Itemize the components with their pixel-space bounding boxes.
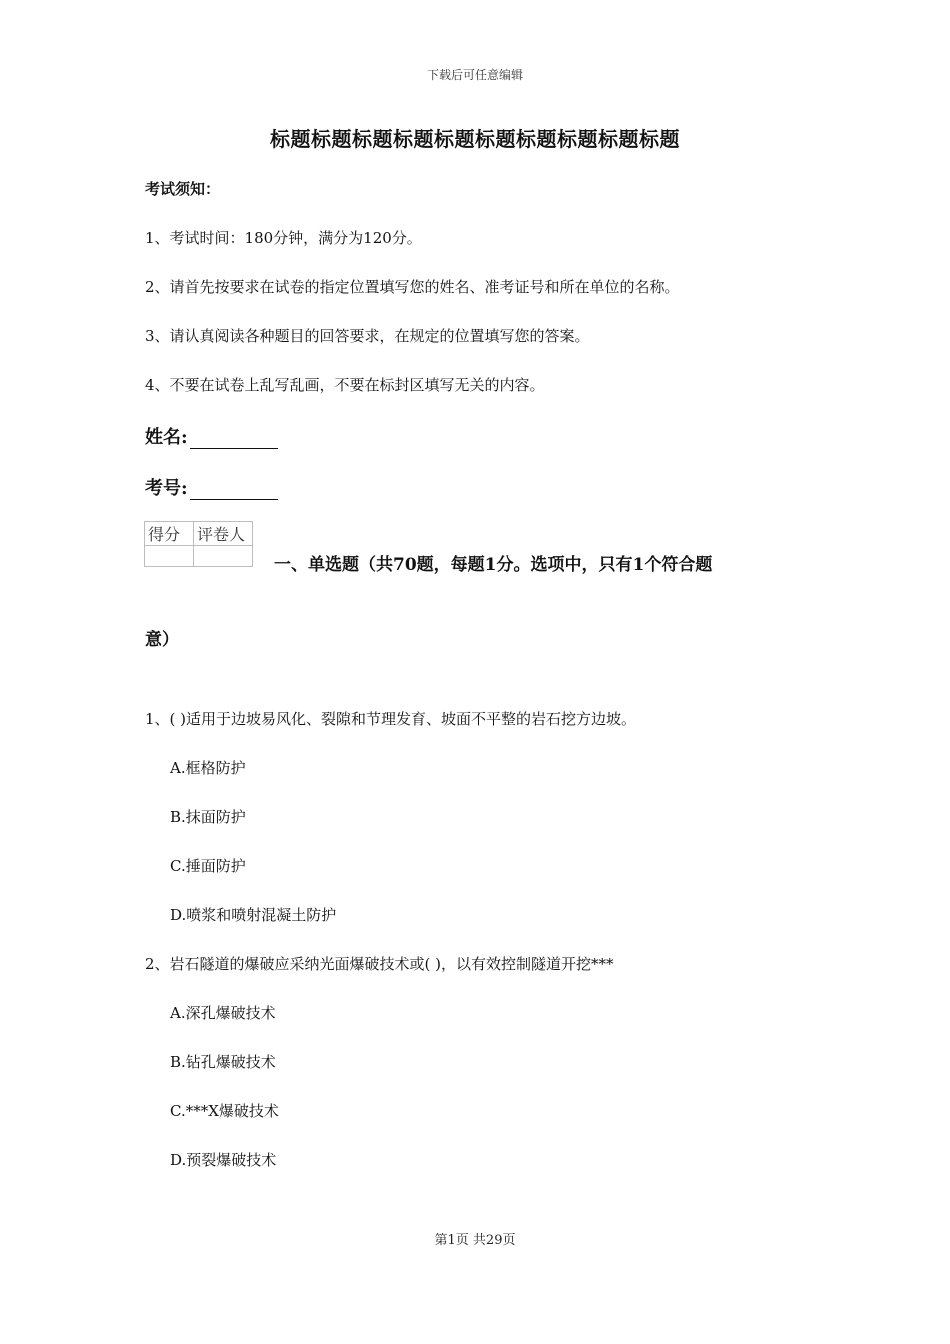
document-title: 标题标题标题标题标题标题标题标题标题标题 <box>270 127 680 151</box>
score-cell <box>145 546 194 567</box>
option-item: D.喷浆和喷射混凝土防护 <box>170 906 337 924</box>
option-item: C.***X爆破技术 <box>170 1102 279 1120</box>
header-note: 下载后可任意编辑 <box>426 68 523 82</box>
section-title: 一、单选题（共70题，每题1分。选项中，只有1个符合题 <box>274 555 713 575</box>
exam-number-field-row <box>145 474 278 500</box>
notice-item: 2、请首先按要求在试卷的指定位置填写您的姓名、准考证号和所在单位的名称。 <box>145 278 680 296</box>
option-item: A.框格防护 <box>170 759 246 777</box>
score-header: 得分 <box>145 522 194 546</box>
notice-item: 1、考试时间：180分钟，满分为120分。 <box>145 229 422 247</box>
option-item: D.预裂爆破技术 <box>170 1151 277 1169</box>
question-text: 1、( )适用于边坡易风化、裂隙和节理发育、坡面不平整的岩石挖方边坡。 <box>145 710 637 728</box>
name-label: 姓名: <box>145 427 188 448</box>
page-footer: 第1页 共29页 <box>434 1233 516 1248</box>
notice-item: 4、不要在试卷上乱写乱画，不要在标封区填写无关的内容。 <box>145 376 545 394</box>
notice-heading: 考试须知： <box>145 180 221 198</box>
exam-number-label: 考号: <box>145 478 188 499</box>
score-table <box>144 521 253 567</box>
option-item: B.抹面防护 <box>170 808 246 826</box>
name-blank-line[interactable] <box>190 430 278 449</box>
grader-header: 评卷人 <box>194 522 253 546</box>
name-field-row <box>145 423 278 449</box>
grader-cell <box>194 546 253 567</box>
option-item: C.捶面防护 <box>170 857 246 875</box>
notice-item: 3、请认真阅读各种题目的回答要求，在规定的位置填写您的答案。 <box>145 327 590 345</box>
option-item: A.深孔爆破技术 <box>170 1004 276 1022</box>
question-text: 2、岩石隧道的爆破应采纳光面爆破技术或( )，以有效控制隧道开挖*** <box>145 955 614 973</box>
section-title-continued: 意） <box>145 630 179 650</box>
option-item: B.钻孔爆破技术 <box>170 1053 276 1071</box>
exam-number-blank-line[interactable] <box>190 481 278 500</box>
